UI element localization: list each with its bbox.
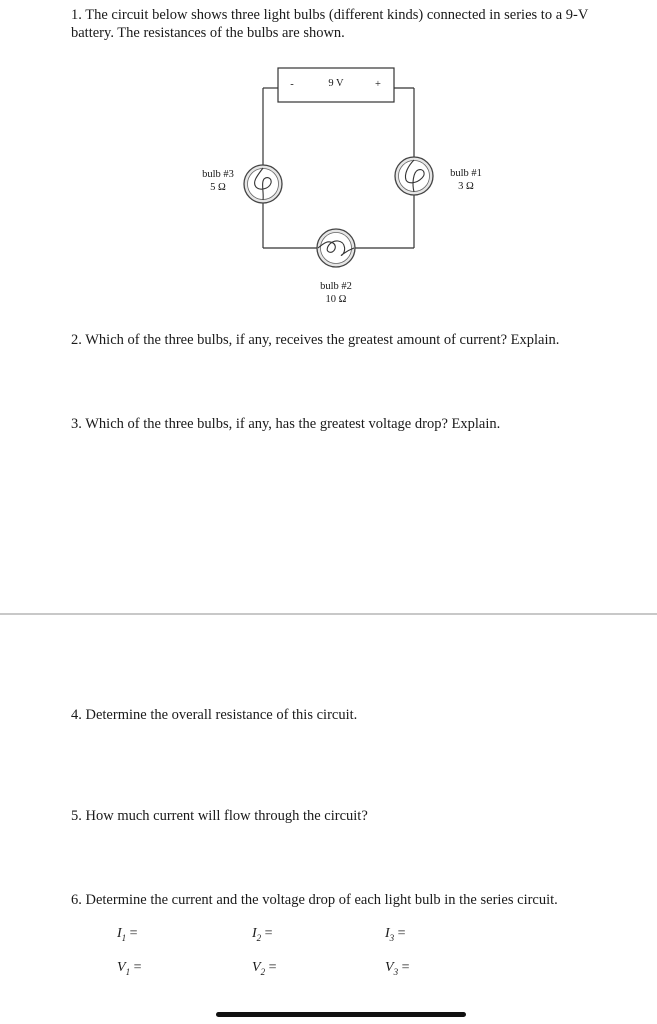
- bulb-1-resistance: 3 Ω: [458, 181, 474, 192]
- answer-v1: $V_1$ =: [117, 960, 142, 977]
- bulb-3-name: bulb #3: [202, 169, 234, 180]
- answer-v2: $V_2$ =: [252, 960, 277, 977]
- bulb-3-label: [190, 168, 246, 194]
- battery-plus: +: [375, 79, 381, 90]
- question-6: 6. Determine the current and the voltage drop of each light bulb in the series circuit.: [71, 892, 558, 908]
- answer-i3: $I_3$ =: [385, 926, 406, 943]
- circuit-diagram: [190, 60, 500, 310]
- question-5: 5. How much current will flow through the circuit?: [71, 808, 368, 824]
- answer-v3: $V_3$ =: [385, 960, 410, 977]
- bulb-1: [395, 157, 433, 195]
- bulb-2-name: bulb #2: [320, 281, 352, 292]
- page-divider: [0, 613, 657, 615]
- answer-i2: $I_2$ =: [252, 926, 273, 943]
- home-indicator[interactable]: [216, 1012, 466, 1017]
- bulb-3: [244, 165, 282, 203]
- bulb-3-resistance: 5 Ω: [210, 182, 226, 193]
- bulb-1-name: bulb #1: [450, 168, 482, 179]
- question-4: 4. Determine the overall resistance of this circuit.: [71, 707, 358, 723]
- answer-i1: $I_1$ =: [117, 926, 138, 943]
- question-3: 3. Which of the three bulbs, if any, has the greatest voltage drop? Explain.: [71, 416, 501, 432]
- bulb-2: [317, 229, 355, 267]
- bulb-2-label: [308, 280, 364, 306]
- bulb-1-label: [438, 167, 494, 193]
- battery-minus: -: [290, 79, 294, 90]
- battery-voltage: 9 V: [328, 78, 344, 89]
- question-2: 2. Which of the three bulbs, if any, receives the greatest amount of current? Explain.: [71, 332, 560, 348]
- bulb-2-resistance: 10 Ω: [325, 294, 347, 305]
- question-1: 1. The circuit below shows three light bulbs (different kinds) connected in series to a 9-V battery. The resistances of the bulbs are shown.: [71, 7, 589, 41]
